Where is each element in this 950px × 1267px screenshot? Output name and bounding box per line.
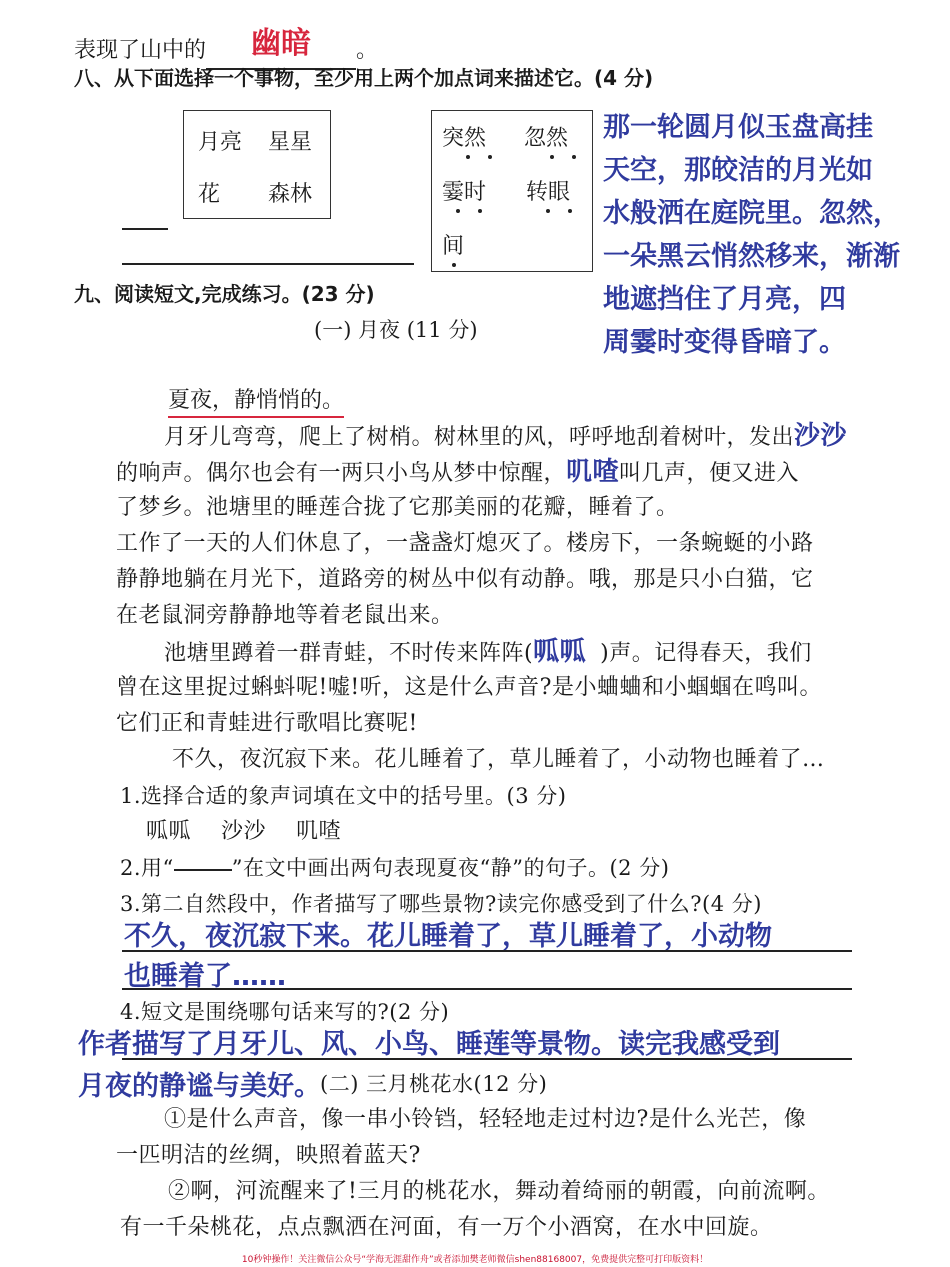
p1c: 叫几声，便又进入 — [619, 461, 800, 486]
answer-line-short — [122, 228, 168, 230]
fill-guagua: 呱呱 — [533, 637, 587, 667]
dot-mark — [478, 209, 482, 213]
passage2-title: (二) 三月桃花水(12 分) — [320, 1072, 548, 1096]
p1-line3: 了梦乡。池塘里的睡莲合拢了它那美丽的花瓣，睡着了。 — [116, 495, 679, 520]
footer-note: 10秒钟操作！关注微信公众号“学海无涯甜作舟”或者添加樊老师微信shen88168007，免费提供完整可打印版资料！ — [241, 1255, 709, 1265]
word-moon: 月亮 — [198, 130, 243, 155]
section8-title: 八、从下面选择一个事物，至少用上两个加点词来描述它。(4 分) — [74, 66, 654, 90]
question-3: 3.第二自然段中，作者描写了哪些景物?读完你感受到了什么?(4 分) — [120, 892, 762, 916]
desc-line: 那一轮圆月似玉盘高挂 — [603, 112, 873, 143]
desc-line: 周霎时变得昏暗了。 — [603, 327, 846, 358]
q4-answer-line1: 作者描写了月牙儿、风、小鸟、睡莲等景物。读完我感受到 — [78, 1029, 780, 1060]
p2-line2: 静静地躺在月光下，道路旁的树丛中似有动静。哦，那是只小白猫，它 — [116, 567, 814, 592]
desc-line: 天空，那皎洁的月光如 — [603, 155, 873, 186]
p2-line3: 在老鼠洞旁静静地等着老鼠出来。 — [116, 603, 454, 628]
answer-rule — [122, 1058, 852, 1060]
p1b: 的响声。偶尔也会有一两只小鸟从梦中惊醒， — [116, 461, 567, 486]
word-forest: 森林 — [268, 182, 313, 207]
p3-line1 — [164, 634, 812, 672]
p1-line1 — [164, 418, 847, 456]
box1-row1 — [198, 125, 312, 156]
dot-mark — [466, 155, 470, 159]
p3a-pre: 池塘里蹲着一群青蛙，不时传来阵阵( — [164, 641, 534, 666]
p1a: 月牙儿弯弯，爬上了树梢。树林里的风，呼呼地刮着树叶，发出 — [164, 425, 795, 450]
word-tuoran: 突然 — [442, 126, 487, 151]
q3-answer-line1: 不久，夜沉寂下来。花儿睡着了，草儿睡着了，小动物 — [124, 921, 772, 952]
box1-row2 — [198, 177, 312, 208]
q3-answer-line2: 也睡着了…… — [124, 961, 286, 992]
q4-answer-line2: 月夜的静谧与美好。 — [78, 1071, 321, 1102]
desc-line: 一朵黑云悄然移来，渐渐 — [603, 241, 900, 272]
dot-mark — [550, 155, 554, 159]
top-line-prefix: 表现了山中的 — [74, 38, 207, 63]
s2-line2: 一匹明洁的丝绸，映照着蓝天? — [116, 1143, 421, 1168]
answer-line-long — [122, 263, 414, 265]
box2-row2 — [442, 175, 570, 206]
section9-title: 九、阅读短文,完成练习。(23 分) — [74, 282, 375, 306]
fill-shasha: 沙沙 — [794, 421, 848, 451]
word-flower: 花 — [198, 182, 221, 207]
p3a-post: )声。记得春天，我们 — [600, 641, 812, 666]
answer-rule — [122, 988, 852, 990]
p3-line3: 它们正和青蛙进行歌唱比赛呢! — [116, 711, 418, 736]
q2-post: ”在文中画出两句表现夏夜“静”的句子。(2 分) — [231, 856, 670, 880]
handwritten-description — [603, 106, 900, 364]
sentence-underlined: 夏夜，静悄悄的。 — [168, 383, 344, 418]
top-line-suffix: 。 — [356, 38, 379, 63]
question-4: 4.短文是围绕哪句话来写的?(2 分) — [120, 1000, 450, 1024]
word-box-things — [183, 110, 331, 219]
dot-mark — [572, 155, 576, 159]
desc-line: 地遮挡住了月亮，四 — [603, 284, 846, 315]
box2-row1 — [442, 121, 568, 152]
s2-line3: ②啊，河流醒来了!三月的桃花水，舞动着绮丽的朝霞，向前流啊。 — [168, 1179, 830, 1204]
s2-line4: 有一千朵桃花，点点飘洒在河面，有一万个小酒窝，在水中回旋。 — [120, 1215, 773, 1240]
desc-line: 水般洒在庭院里。忽然， — [603, 198, 900, 229]
dot-mark — [546, 209, 550, 213]
word-star: 星星 — [268, 130, 313, 155]
p4-line: 不久，夜沉寂下来。花儿睡着了，草儿睡着了，小动物也睡着了… — [172, 747, 825, 772]
dot-mark — [568, 209, 572, 213]
passage1-title: (一) 月夜 (11 分) — [314, 318, 478, 342]
dot-mark — [456, 209, 460, 213]
fill-jizha: 叽喳 — [566, 457, 620, 487]
p3-line2: 曾在这里捉过蝌蚪呢!嘘!听，这是什么声音?是小蛐蛐和小蝈蝈在鸣叫。 — [116, 675, 822, 700]
word-zhuanyan: 转眼 — [526, 180, 571, 205]
question-1: 1.选择合适的象声词填在文中的括号里。(3 分) — [120, 784, 567, 808]
q2-pre: 2.用“ — [120, 856, 174, 880]
word-shashi: 霎时 — [442, 180, 487, 205]
word-huran: 忽然 — [524, 126, 569, 151]
question-2 — [120, 850, 669, 886]
handwritten-answer: 幽暗 — [251, 26, 312, 61]
answer-rule — [122, 950, 852, 952]
p1-line2 — [116, 454, 799, 492]
s2-line1: ①是什么声音，像一串小铃铛，轻轻地走过村边?是什么光芒，像 — [164, 1107, 807, 1132]
question-1-options: 呱呱 沙沙 叽喳 — [146, 819, 341, 844]
box2-row3: 间 — [442, 234, 465, 259]
word-box-adverbs — [431, 110, 593, 272]
dot-mark — [452, 263, 456, 267]
p2-line1: 工作了一天的人们休息了，一盏盏灯熄灭了。楼房下，一条蜿蜒的小路 — [116, 531, 814, 556]
dot-mark — [488, 155, 492, 159]
